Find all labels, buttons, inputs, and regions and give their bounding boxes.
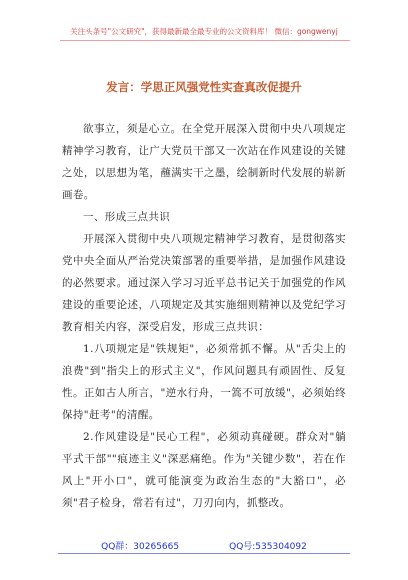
paragraph-point-1: 1.八项规定是"铁规矩"，必须常抓不懈。从"舌尖上的浪费"到"指尖上的形式主义"，作风问题具有顽固性、反复性。正如古人所言，"逆水行舟，一篙不可放缓"，必须始终保持"赶考"的清醒。	[62, 343, 346, 421]
section-heading: 一、形成三点共识	[83, 211, 171, 223]
paragraph-consensus: 开展深入贯彻中央八项规定精神学习教育，是贯彻落实党中央全面从严治党决策部署的重要举措，是加强作风建设的必然要求。通过深入学习习近平总书记关于加强党的作风建设的重要论述，八项规定及其实施细则精神以及党纪学习教育相关内容，深受启发，形成三点共识：	[62, 233, 346, 333]
document-title: 发言：学思正风强党性实查真改促提升	[106, 80, 302, 94]
paragraph-intro: 欲事立，须是心立。在全党开展深入贯彻中央八项规定精神学习教育，让广大党员干部又一次站在作风建设的关键之处，以思想为笔，蘸满实干之墨，绘制新时代发展的崭新画卷。	[62, 123, 346, 201]
footer-contact	[0, 539, 408, 552]
header-notice: 关注头条号"公文研究"，获得最新最全最专业的公文资料库！ 微信：gongwenyj	[70, 27, 338, 36]
footer-qq-group: QQ群：30265665	[101, 542, 180, 552]
paragraph-point-2: 2.作风建设是"民心工程"，必须动真碰硬。群众对"躺平式干部""痕迹主义"深恶痛绝。作为"关键少数"，若在作风上"开小口"，就可能演变为政治生态的"大豁口"，必须"君子检身，常若有过"，刀刃向内，抓整改。	[62, 431, 346, 509]
header-divider	[60, 40, 350, 41]
footer-qq-number: QQ号:535304092	[229, 542, 307, 552]
footer-divider	[58, 553, 350, 554]
document-body	[62, 118, 346, 514]
